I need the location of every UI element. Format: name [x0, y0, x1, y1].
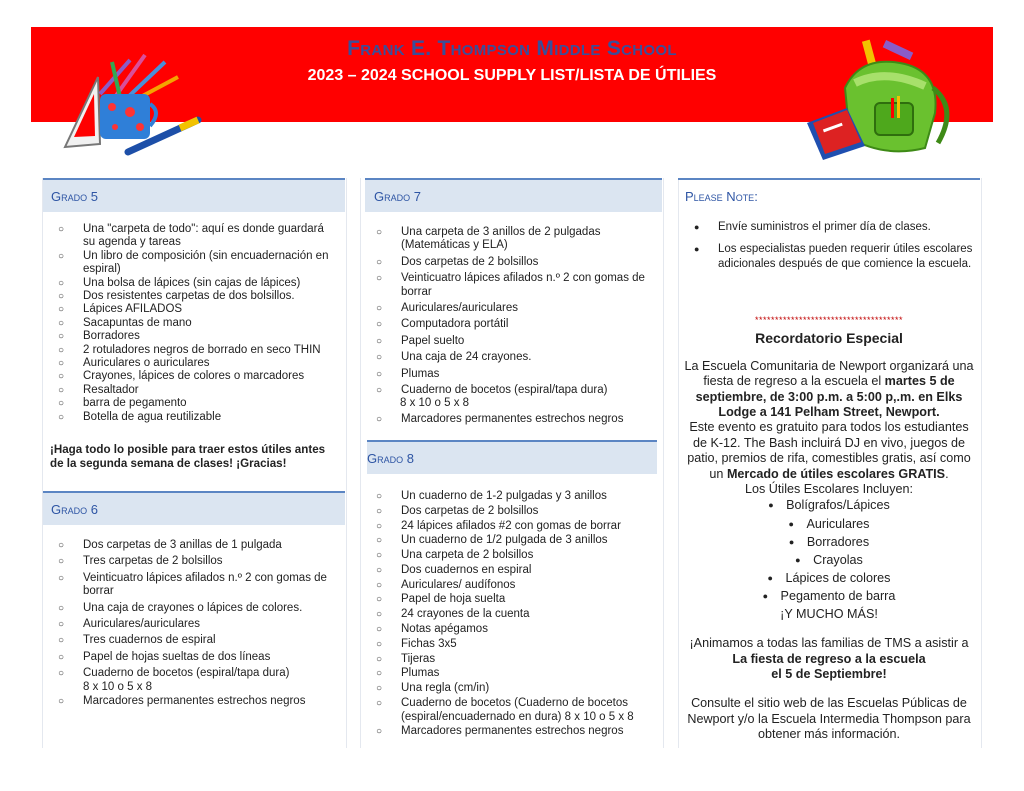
grade-6-size: 8 x 10 o 5 x 8: [83, 681, 153, 693]
list-item: ○ Papel suelto: [361, 335, 653, 348]
list-item: ○ Fichas 3x5: [361, 638, 653, 652]
list-item: ○ Auriculares o auriculares: [43, 357, 333, 370]
consult-text: Consulte el sitio web de las Escuelas Públicas de Newport y/o la Escuela Intermedia Thompson para obtener más información.: [687, 696, 971, 742]
list-item: ○ Auriculares/auriculares: [361, 302, 653, 315]
backpack-clipart: [805, 38, 965, 160]
list-item: ○ Papel de hoja suelta: [361, 593, 653, 607]
grade-5-list: [43, 223, 333, 424]
list-item: ○ Un cuaderno de 1-2 pulgadas y 3 anillos: [361, 490, 653, 504]
grade-7-list: [361, 226, 653, 397]
supplies-include: Los Útiles Escolares Incluyen:: [745, 482, 913, 497]
list-item: ○ Veinticuatro lápices afilados n.º 2 con gomas de borrar: [43, 572, 333, 599]
list-item: ○ 24 lápices afilados #2 con gomas de borrar: [361, 520, 653, 534]
event-description: La Escuela Comunitaria de Newport organizará una fiesta de regreso a la escuela el martes 5 de septiembre, de 3:00 p.m. a 5:00 p,.m. en Elks Lodge a 141 Pelham Street, Newport.: [684, 358, 974, 420]
list-item: ○ 2 rotuladores negros de borrado en seco THIN: [43, 344, 333, 357]
list-item: ○ Resaltador: [43, 384, 333, 397]
art-supplies-clipart: [60, 52, 205, 157]
grade-6-header: Grado 6: [43, 491, 345, 525]
list-item: ○ Marcadores permanentes estrechos negros: [361, 725, 653, 739]
please-note-header: Please Note:: [678, 178, 980, 212]
list-item: ○ Crayones, lápices de colores o marcadores: [43, 370, 333, 383]
separator-stars: *************************************: [754, 315, 904, 325]
list-item: ○ Una caja de crayones o lápices de colores.: [43, 602, 333, 615]
grade-5-reminder: ¡Haga todo lo posible para traer estos útiles antes de la segunda semana de clases! ¡Gracias!: [50, 443, 326, 470]
list-item: ○ Cuaderno de bocetos (espiral/tapa dura): [43, 667, 333, 680]
list-item: ○ Papel de hojas sueltas de dos líneas: [43, 651, 333, 664]
list-item: ○ Plumas: [361, 368, 653, 381]
list-item: ○ Auriculares/ audífonos: [361, 579, 653, 593]
list-item: ○ 24 crayones de la cuenta: [361, 608, 653, 622]
list-item: ○ Veinticuatro lápices afilados n.º 2 con gomas de borrar: [361, 272, 653, 299]
grade-5-header: Grado 5: [43, 178, 345, 212]
list-item: ● Borradores: [682, 534, 976, 552]
supplies-list: [682, 497, 976, 606]
list-item: ○ Una carpeta de 3 anillos de 2 pulgadas (Matemáticas y ELA): [361, 226, 653, 253]
list-item: ● Lápices de colores: [682, 570, 976, 588]
grade-7-list-end: [361, 413, 653, 426]
list-item: ○ Lápices AFILADOS: [43, 303, 333, 316]
list-item: ○ Un cuaderno de 1/2 pulgada de 3 anillos: [361, 534, 653, 548]
list-item: ○ Dos carpetas de 3 anillas de 1 pulgada: [43, 539, 333, 552]
list-item: ○ Plumas: [361, 667, 653, 681]
list-item: ○ Notas apégamos: [361, 623, 653, 637]
list-item: ● Bolígrafos/Lápices: [682, 497, 976, 515]
list-item: ● Pegamento de barra: [682, 588, 976, 606]
list-item: ○ Un libro de composición (sin encuadernación en espiral): [43, 250, 333, 277]
party-date: el 5 de Septiembre!: [771, 666, 887, 681]
list-item: ○ barra de pegamento: [43, 397, 333, 410]
school-name: Frank E. Thompson Middle School: [347, 37, 677, 60]
grade-8-header: Grado 8: [367, 440, 657, 474]
reminder-title: Recordatorio Especial: [755, 330, 903, 347]
list-item: ○ Botella de agua reutilizable: [43, 411, 333, 424]
list-item: ● Los especialistas pueden requerir útiles escolares adicionales después de que comience la escuela.: [680, 242, 975, 273]
special-reminder: [682, 313, 976, 743]
list-item: ○ Una "carpeta de todo": aquí es donde guardará su agenda y tareas: [43, 223, 333, 250]
supply-list-title: 2023 – 2024 SCHOOL SUPPLY LIST/LISTA DE ÚTILIES: [307, 67, 717, 84]
and-more: ¡Y MUCHO MÁS!: [780, 606, 878, 621]
list-item: ○ Dos resistentes carpetas de dos bolsillos.: [43, 290, 333, 303]
grade-7-header: Grado 7: [365, 178, 662, 212]
list-item: ○ Cuaderno de bocetos (espiral/tapa dura): [361, 384, 653, 397]
list-item: ○ Sacapuntas de mano: [43, 317, 333, 330]
list-item: ● Envíe suministros el primer día de clases.: [680, 220, 975, 236]
list-item: ● Auriculares: [682, 516, 976, 534]
grade-8-list: [361, 490, 653, 739]
list-item: ○ Una regla (cm/in): [361, 682, 653, 696]
list-item: ○ Una carpeta de 2 bolsillos: [361, 549, 653, 563]
list-item: ○ Marcadores permanentes estrechos negros: [361, 413, 653, 426]
list-item: ○ Una bolsa de lápices (sin cajas de lápices): [43, 277, 333, 290]
event-details: Este evento es gratuito para todos los estudiantes de K-12. The Bash incluirá DJ en vivo, juegos de patio, premios de rifa, comestibles gratis, así como un Mercado de útiles escolares GRATIS.: [687, 420, 971, 481]
list-item: ● Crayolas: [682, 552, 976, 570]
list-item: ○ Computadora portátil: [361, 318, 653, 331]
grade-6-list-end: [43, 695, 333, 708]
list-item: ○ Tijeras: [361, 653, 653, 667]
list-item: ○ Una caja de 24 crayones.: [361, 351, 653, 364]
encourage-text: ¡Animamos a todas las familias de TMS a asistir a: [689, 636, 969, 651]
list-item: ○ Auriculares/auriculares: [43, 618, 333, 631]
list-item: ○ Dos carpetas de 2 bolsillos: [361, 505, 653, 519]
party-name: La fiesta de regreso a la escuela: [732, 651, 926, 666]
list-item: ○ Dos cuadernos en espiral: [361, 564, 653, 578]
list-item: ○ Tres carpetas de 2 bolsillos: [43, 555, 333, 568]
list-item: ○ Tres cuadernos de espiral: [43, 634, 333, 647]
list-item: ○ Marcadores permanentes estrechos negros: [43, 695, 333, 708]
list-item: ○ Borradores: [43, 330, 333, 343]
grade-6-list: [43, 539, 333, 681]
please-note-list: [680, 220, 975, 277]
grade-7-size: 8 x 10 o 5 x 8: [400, 397, 470, 409]
list-item: ○ Dos carpetas de 2 bolsillos: [361, 256, 653, 269]
list-item: ○ Cuaderno de bocetos (Cuaderno de bocetos (espiral/encuadernado en dura) 8 x 10 o 5 x 8: [361, 697, 653, 724]
